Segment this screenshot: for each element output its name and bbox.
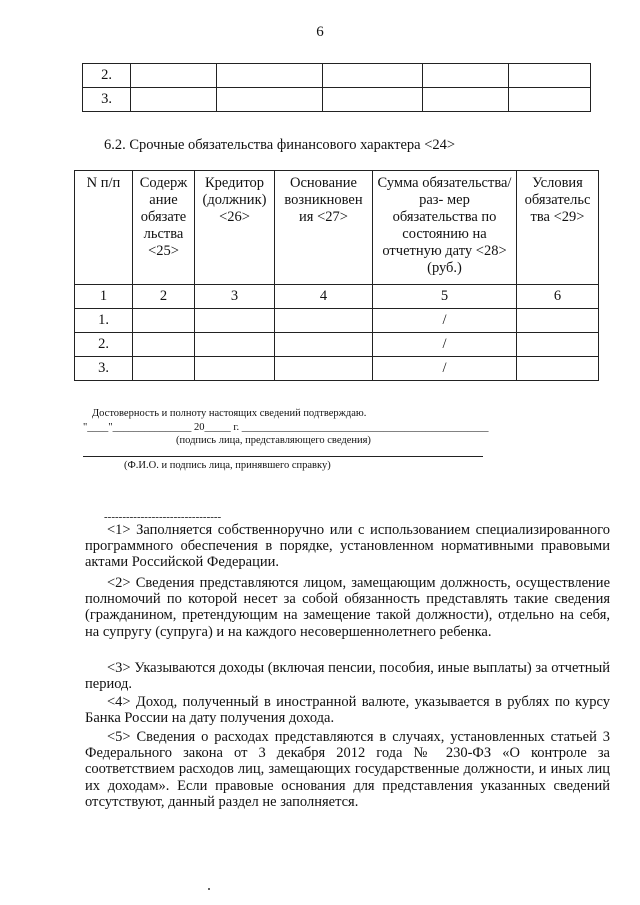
- row-number: 2.: [83, 64, 131, 88]
- obligations-table: [74, 170, 599, 381]
- footnote-1: <1> Заполняется собственноручно или с использованием специализированного программного обеспечения в порядке, установленном нормативными правовыми актами Российской Федерации.: [85, 522, 610, 571]
- signature-caption: (подпись лица, представляющего сведения): [176, 435, 371, 446]
- footnote-2: <2> Сведения представляются лицом, замещающим должность, осуществление полномочий по которой несет за собой обязанность представлять такие сведения (гражданином, претендующим на замещение такой должности), отдельно на себя, на супругу (супруга) и на каждого несовершеннолетнего ребенка.: [85, 575, 610, 640]
- column-number-row: [75, 285, 599, 309]
- header-content: Содерж ание обязате льства <25>: [133, 171, 195, 285]
- header-number: N п/п: [75, 171, 133, 285]
- footnote-4: <4> Доход, полученный в иностранной валюте, указывается в рублях по курсу Банка России на дату получения дохода.: [85, 694, 610, 727]
- column-number: 6: [517, 285, 599, 309]
- scan-speck: [208, 888, 210, 890]
- amount-cell: /: [373, 333, 517, 357]
- column-number: 4: [275, 285, 373, 309]
- receiver-caption: (Ф.И.О. и подпись лица, принявшего справку): [124, 460, 331, 471]
- footnote-separator: --------------------------------: [104, 511, 222, 523]
- amount-cell: /: [373, 309, 517, 333]
- receiver-line: [83, 456, 483, 457]
- row-number: 2.: [75, 333, 133, 357]
- table-header-row: [75, 171, 599, 285]
- table-row: [83, 64, 591, 88]
- footnote-5: <5> Сведения о расходах представляются в случаях, установленных статьей 3 Федерального закона от 3 декабря 2012 года № 230-ФЗ «О контроле за соответствием расходов лиц, замещающих государственные должности, и иных лиц их доходам». Если правовые основания для представления указанных сведений отсутствуют, данный раздел не заполняется.: [85, 729, 610, 810]
- row-number: 3.: [83, 88, 131, 112]
- amount-cell: /: [373, 357, 517, 381]
- confirmation-text: Достоверность и полноту настоящих сведений подтверждаю.: [92, 408, 367, 419]
- row-number: 1.: [75, 309, 133, 333]
- column-number: 3: [195, 285, 275, 309]
- column-number: 2: [133, 285, 195, 309]
- table-row: [75, 357, 599, 381]
- section-title: 6.2. Срочные обязательства финансового характера <24>: [104, 137, 456, 153]
- table-row: [83, 88, 591, 112]
- column-number: 1: [75, 285, 133, 309]
- header-creditor: Кредитор (должник) <26>: [195, 171, 275, 285]
- column-number: 5: [373, 285, 517, 309]
- page-number: 6: [316, 24, 324, 40]
- header-conditions: Условия обязательс тва <29>: [517, 171, 599, 285]
- header-amount: Сумма обязательства/раз- мер обязательства по состоянию на отчетную дату <28> (руб.): [373, 171, 517, 285]
- table-row: [75, 333, 599, 357]
- footnote-3: <3> Указываются доходы (включая пенсии, пособия, иные выплаты) за отчетный период.: [85, 660, 610, 693]
- row-number: 3.: [75, 357, 133, 381]
- header-basis: Основание возникновен ия <27>: [275, 171, 373, 285]
- previous-table-continuation: [82, 63, 591, 112]
- date-signature-line: "____"_______________ 20_____ г. _______________________________________________: [83, 422, 489, 433]
- table-row: [75, 309, 599, 333]
